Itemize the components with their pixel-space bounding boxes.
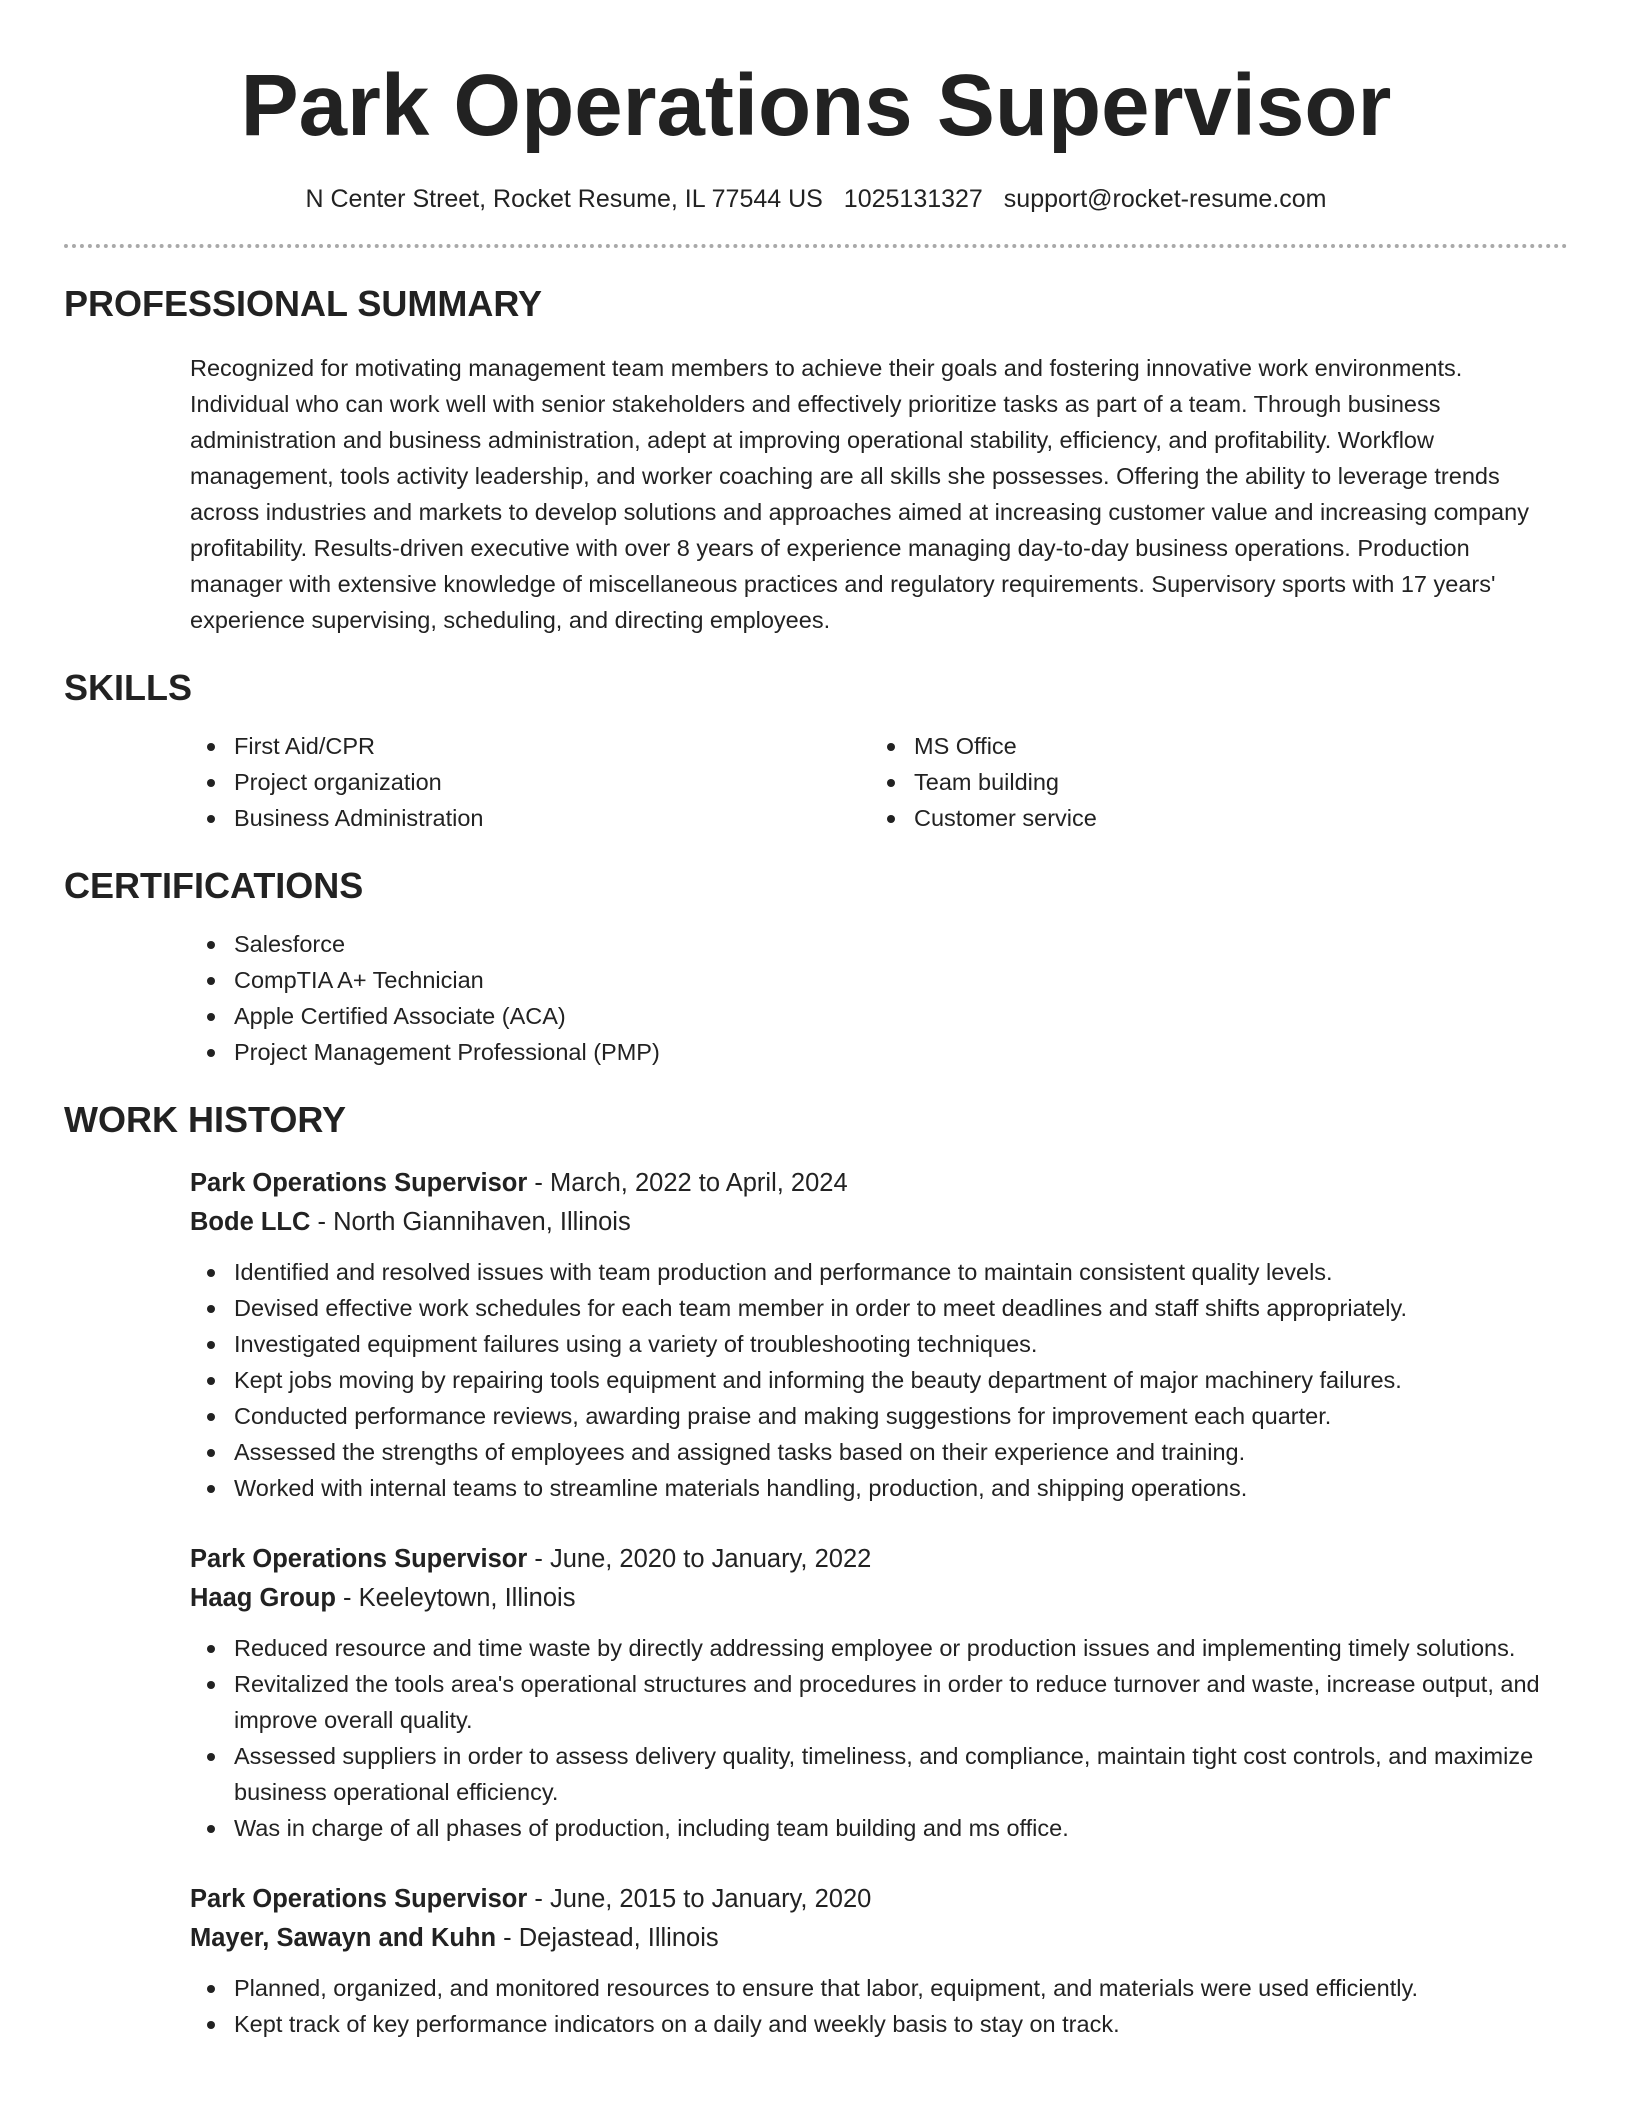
- job-bullets: [190, 1630, 1568, 1846]
- certification-item: Project Management Professional (PMP): [190, 1034, 1568, 1070]
- skill-item: Team building: [870, 764, 1550, 800]
- skill-item: MS Office: [870, 728, 1550, 764]
- certifications-title: CERTIFICATIONS: [64, 865, 364, 906]
- job-dates: - June, 2020 to January, 2022: [527, 1545, 872, 1573]
- job-bullet: Planned, organized, and monitored resources to ensure that labor, equipment, and materials were used efficiently.: [190, 1970, 1568, 2006]
- certifications-section: [64, 864, 1568, 1070]
- certification-item: CompTIA A+ Technician: [190, 962, 1568, 998]
- job-bullets: [190, 1254, 1568, 1506]
- job-bullet: Kept track of key performance indicators on a daily and weekly basis to stay on track.: [190, 2006, 1568, 2042]
- job-bullet: Assessed the strengths of employees and assigned tasks based on their experience and training.: [190, 1434, 1568, 1470]
- job-entry: [190, 1880, 1568, 2042]
- job-role: Park Operations Supervisor: [190, 1885, 528, 1913]
- job-role-line: [190, 1540, 1568, 1579]
- work-history-title: WORK HISTORY: [64, 1099, 347, 1140]
- job-bullet: Investigated equipment failures using a variety of troubleshooting techniques.: [190, 1326, 1568, 1362]
- job-entry: [190, 1540, 1568, 1846]
- job-bullet: Conducted performance reviews, awarding praise and making suggestions for improvement each quarter.: [190, 1398, 1568, 1434]
- job-bullet: Identified and resolved issues with team production and performance to maintain consistent quality levels.: [190, 1254, 1568, 1290]
- skills-column-left: [190, 728, 870, 836]
- skill-item: Customer service: [870, 800, 1550, 836]
- job-bullet: Assessed suppliers in order to assess delivery quality, timeliness, and compliance, maintain tight cost controls, and maximize business operational efficiency.: [190, 1738, 1568, 1810]
- job-dates: - March, 2022 to April, 2024: [527, 1169, 848, 1197]
- contact-email[interactable]: support@rocket-resume.com: [1003, 185, 1327, 213]
- job-company: Mayer, Sawayn and Kuhn: [190, 1924, 497, 1952]
- contact-phone: 1025131327: [843, 185, 983, 213]
- certification-item: Salesforce: [190, 926, 1568, 962]
- certifications-list: [190, 926, 1568, 1070]
- job-company-line: [190, 1919, 1568, 1958]
- job-bullet: Kept jobs moving by repairing tools equipment and informing the beauty department of major machinery failures.: [190, 1362, 1568, 1398]
- skills-section: [64, 666, 1568, 836]
- skill-item: Business Administration: [190, 800, 870, 836]
- candidate-name: Park Operations Supervisor: [240, 57, 1392, 154]
- job-role-line: [190, 1164, 1568, 1203]
- job-bullet: Reduced resource and time waste by directly addressing employee or production issues and implementing timely solutions.: [190, 1630, 1568, 1666]
- skills-grid: [190, 728, 1568, 836]
- job-bullet: Was in charge of all phases of production, including team building and ms office.: [190, 1810, 1568, 1846]
- job-location: - Keeleytown, Illinois: [335, 1584, 576, 1612]
- summary-text: Recognized for motivating management team members to achieve their goals and fostering innovative work environments. Individual who can work well with senior stakeholders and effectively prioritize tasks as part of a team. Through business administration and business administration, adept at improving operational stability, efficiency, and profitability. Workflow management, tools activity leadership, and worker coaching are all skills she possesses. Offering the ability to leverage trends across industries and markets to develop solutions and approaches aimed at increasing customer value and increasing company profitability. Results-driven executive with over 8 years of experience managing day-to-day business operations. Production manager with extensive knowledge of miscellaneous practices and regulatory requirements. Supervisory sports with 17 years' experience supervising, scheduling, and directing employees.: [190, 355, 1529, 633]
- skills-column-right: [870, 728, 1550, 836]
- job-role: Park Operations Supervisor: [190, 1545, 528, 1573]
- job-bullet: Devised effective work schedules for each team member in order to meet deadlines and staff shifts appropriately.: [190, 1290, 1568, 1326]
- job-company-line: [190, 1579, 1568, 1618]
- resume-header: [64, 0, 1568, 214]
- job-location: - North Giannihaven, Illinois: [310, 1208, 631, 1236]
- summary-section: [64, 282, 1568, 638]
- job-company: Haag Group: [190, 1584, 336, 1612]
- certification-item: Apple Certified Associate (ACA): [190, 998, 1568, 1034]
- job-location: - Dejastead, Illinois: [496, 1924, 719, 1952]
- summary-title: PROFESSIONAL SUMMARY: [64, 283, 543, 324]
- job-dates: - June, 2015 to January, 2020: [527, 1885, 872, 1913]
- skill-item: Project organization: [190, 764, 870, 800]
- job-role-line: [190, 1880, 1568, 1919]
- job-company-line: [190, 1203, 1568, 1242]
- skills-title: SKILLS: [64, 667, 193, 708]
- job-role: Park Operations Supervisor: [190, 1169, 528, 1197]
- job-bullet: Worked with internal teams to streamline materials handling, production, and shipping operations.: [190, 1470, 1568, 1506]
- contact-address: N Center Street, Rocket Resume, IL 77544 US: [305, 185, 823, 213]
- work-history-section: [64, 1098, 1568, 2042]
- header-divider: [64, 244, 1568, 248]
- job-company: Bode LLC: [190, 1208, 311, 1236]
- job-bullet: Revitalized the tools area's operational structures and procedures in order to reduce turnover and waste, increase output, and improve overall quality.: [190, 1666, 1568, 1738]
- job-entry: [190, 1164, 1568, 1506]
- skill-item: First Aid/CPR: [190, 728, 870, 764]
- contact-line: [64, 184, 1568, 214]
- job-bullets: [190, 1970, 1568, 2042]
